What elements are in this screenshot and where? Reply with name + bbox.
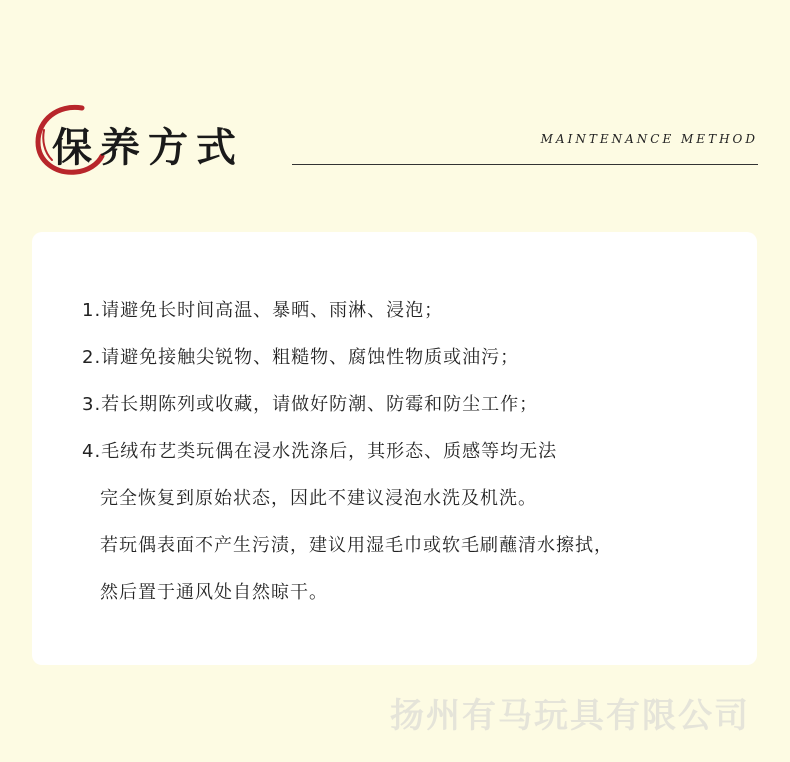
header-divider — [292, 164, 758, 165]
list-item: 3.若长期陈列或收藏，请做好防潮、防霉和防尘工作； — [82, 394, 539, 415]
list-item-continuation: 完全恢复到原始状态，因此不建议浸泡水洗及机洗。 — [100, 488, 537, 509]
list-item: 1.请避免长时间高温、暴晒、雨淋、浸泡； — [82, 300, 444, 321]
company-watermark: 扬州有马玩具有限公司 — [390, 696, 750, 736]
list-item: 4.毛绒布艺类玩偶在浸水洗涤后，其形态、质感等均无法 — [82, 441, 558, 462]
section-title: 保养方式 — [52, 124, 244, 171]
list-item-continuation: 然后置于通风处自然晾干。 — [100, 582, 328, 603]
list-item: 2.请避免接触尖锐物、粗糙物、腐蚀性物质或油污； — [82, 347, 520, 368]
maintenance-list — [82, 296, 742, 625]
list-item-continuation: 若玩偶表面不产生污渍，建议用湿毛巾或软毛刷蘸清水擦拭， — [100, 535, 613, 556]
section-header — [0, 0, 790, 200]
section-subtitle: MAINTENANCE METHOD — [540, 132, 758, 146]
